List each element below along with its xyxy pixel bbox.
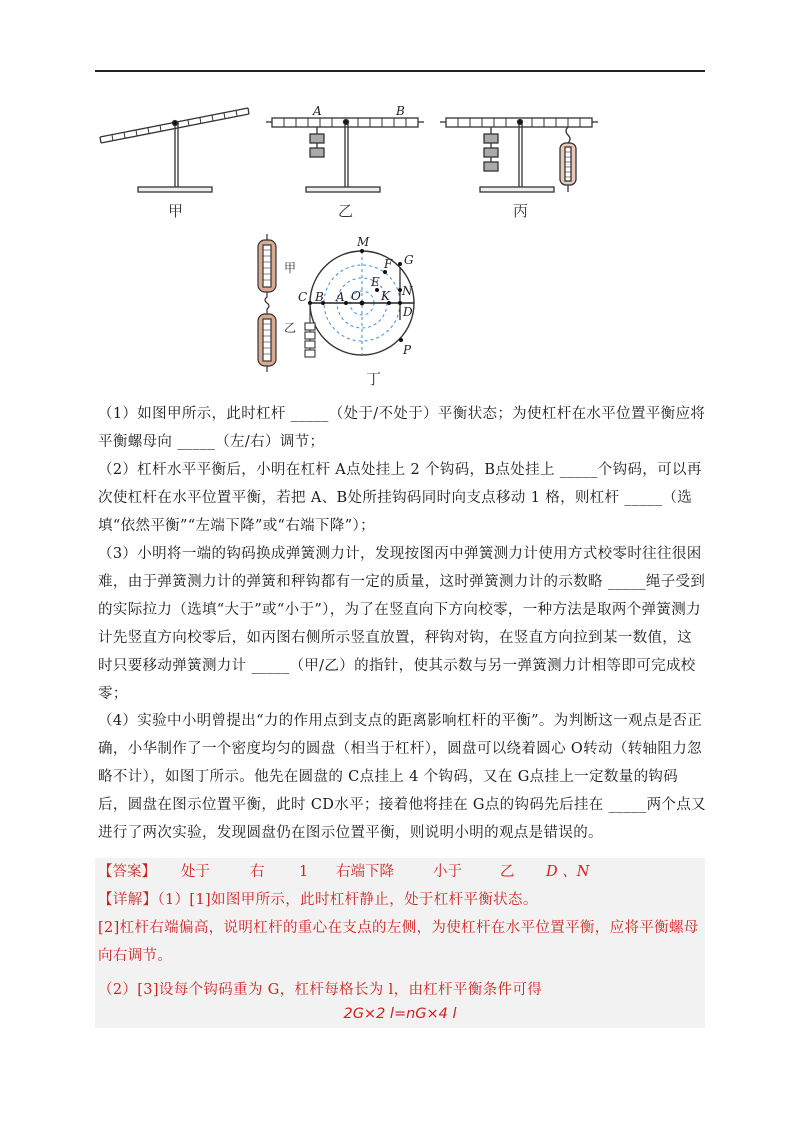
answer-item: 乙: [500, 864, 515, 880]
disc-point-d: D: [403, 305, 413, 319]
question-3: （3）小明将一端的钩码换成弹簧测力计，发现按图丙中弹簧测力计使用方式校零时往往很困难，由于弹簧测力计的弹簧和秤钩都有一定的质量，这时弹簧测力计的示数略 _____绳子受到的实际拉力（选填“大于”或“小于”），为了在竖直向下方向校零，一种方法是取两个弹簧测力计先竖直方向校零后，如丙图右侧所示竖直放置，秤钩对钩，在竖直方向拉到某一数值，这时只要移动弹簧测力计 _____（甲/乙）的指针，使其示数与另一弹簧测力计相等即可完成校零；: [98, 546, 706, 702]
answer-item: 右: [250, 864, 265, 880]
figure-label-yi: 乙: [338, 202, 354, 220]
detail-text: （1）[1]如图甲所示，此时杠杆静止，处于杠杆平衡状态。: [157, 892, 538, 908]
disc-point-e: E: [371, 275, 380, 289]
figure-jia-tilted-lever: [100, 108, 249, 192]
detail-label: 【详解】: [98, 892, 158, 908]
disc-point-b: B: [315, 290, 324, 304]
question-1: （1）如图甲所示，此时杠杆 _____（处于/不处于）平衡状态；为使杠杆在水平位置平衡应将平衡螺母向 _____（左/右）调节；: [98, 406, 706, 450]
spring-label-jia: 甲: [284, 261, 297, 275]
answer-item: 1: [299, 864, 309, 880]
answer-item: 处于: [181, 864, 210, 880]
figure-label-jia: 甲: [168, 202, 184, 220]
disc-point-g: G: [404, 253, 414, 267]
formula: 2G×2 l=nG×4 l: [343, 1006, 457, 1022]
figure-label-ding: 丁: [366, 370, 382, 388]
figure-bing-spring-scale-lever: [440, 118, 598, 192]
detail-line-3: （2）[3]设每个钩码重为 G，杠杆每格长为 l，由杠杆平衡条件可得: [98, 982, 543, 998]
disc-point-k: K: [381, 289, 390, 303]
disc-point-a: A: [336, 290, 345, 304]
disc-point-p: P: [403, 343, 412, 357]
figure-area: [0, 0, 800, 400]
disc-point-o: O: [351, 289, 361, 303]
question-2: （2）杠杆水平平衡后，小明在杠杆 A点处挂上 2 个钩码，B点处挂上 _____个钩码，可以再次使杠杆在水平位置平衡，若把 A、B处所挂钩码同时向支点移动 1 格，则杠杆 _____（选填“依然平衡”“左端下降”或“右端下降”）；: [98, 462, 702, 534]
disc-point-c: C: [298, 290, 308, 304]
figure-yi-balanced-lever: [266, 118, 424, 192]
answer-item: D 、N: [546, 864, 590, 880]
disc-point-f: F: [384, 257, 393, 271]
question-4: （4）实验中小明曾提出“力的作用点到支点的距离影响杠杆的平衡”。为判断这一观点是否正确，小华制作了一个密度均匀的圆盘（相当于杠杆），圆盘可以绕着圆心 O转动（转轴阻力忽略不计），如图丁所示。他先在圆盘的 C点挂上 4 个钩码，又在 G点挂上一定数量的钩码后，圆盘在图示位置平衡，此时 CD水平；接着他将挂在 G点的钩码先后挂在 _____两个点又进行了两次实验，发现圆盘仍在图示位置平衡，则说明小明的观点是错误的。: [98, 713, 706, 841]
answer-item: 右端下降: [336, 864, 394, 880]
disc-point-m: M: [357, 235, 370, 249]
disc-point-n: N: [402, 284, 413, 298]
spring-label-yi: 乙: [284, 321, 297, 335]
point-label-a: A: [313, 104, 322, 118]
point-label-b: B: [396, 104, 405, 118]
detail-line-2: [2]杠杆右端偏高，说明杠杆的重心在支点的左侧，为使杠杆在水平位置平衡，应将平衡螺母向右调节。: [98, 920, 699, 964]
answer-label: 【答案】: [98, 864, 156, 880]
figure-label-bing: 丙: [513, 202, 529, 220]
answer-item: 小于: [433, 864, 462, 880]
detail-line-1: [98, 886, 704, 914]
spring-scales-pair: [258, 234, 276, 372]
